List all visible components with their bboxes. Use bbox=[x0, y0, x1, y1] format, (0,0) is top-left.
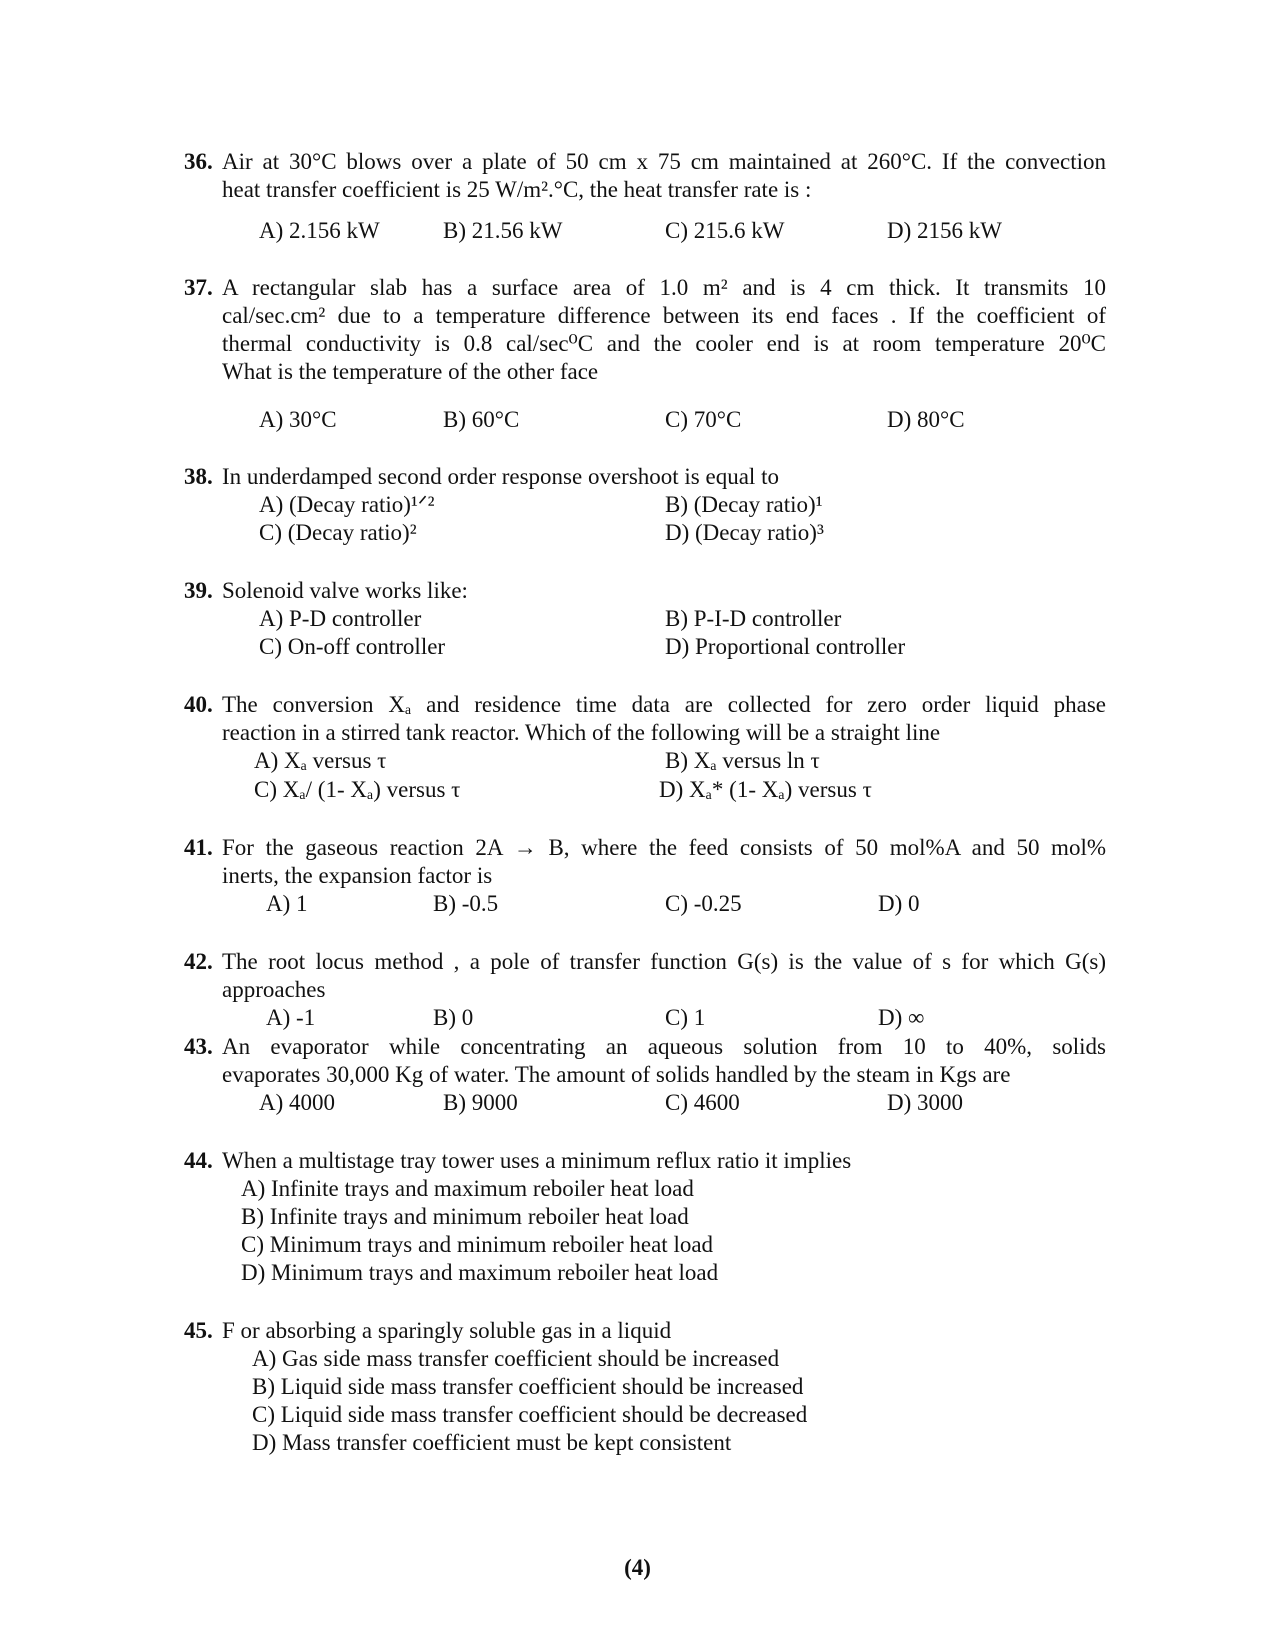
question-number: 38. bbox=[184, 464, 213, 489]
option-b[interactable]: B) 21.56 kW bbox=[443, 218, 563, 243]
option-c[interactable]: C) 1 bbox=[665, 1005, 706, 1030]
option-b[interactable]: B) 9000 bbox=[443, 1090, 518, 1115]
question-text: thermal conductivity is 0.8 cal/sec⁰C and the cooler end is at room temperature 20⁰C bbox=[222, 331, 1106, 356]
question-text: heat transfer coefficient is 25 W/m².°C, the heat transfer rate is : bbox=[222, 177, 812, 202]
question-text: evaporates 30,000 Kg of water. The amount of solids handled by the steam in Kgs are bbox=[222, 1062, 1011, 1087]
option-d[interactable]: D) Mass transfer coefficient must be kept consistent bbox=[252, 1430, 732, 1455]
option-a[interactable]: A) 4000 bbox=[259, 1090, 336, 1115]
option-d[interactable]: D) 3000 bbox=[887, 1090, 964, 1115]
question-text: Solenoid valve works like: bbox=[222, 578, 468, 603]
question-number: 39. bbox=[184, 578, 213, 603]
option-b[interactable]: B) Xₐ versus ln τ bbox=[665, 748, 820, 773]
option-d[interactable]: D) ∞ bbox=[878, 1005, 925, 1030]
question-text: The root locus method , a pole of transfer function G(s) is the value of s for which G(s) bbox=[222, 949, 1106, 974]
question-text: What is the temperature of the other face bbox=[222, 359, 599, 384]
option-b[interactable]: B) Liquid side mass transfer coefficient should be increased bbox=[252, 1374, 804, 1399]
question-text: inerts, the expansion factor is bbox=[222, 863, 493, 888]
option-a[interactable]: A) Xₐ versus τ bbox=[254, 748, 387, 773]
question-number: 44. bbox=[184, 1148, 213, 1173]
option-a[interactable]: A) Gas side mass transfer coefficient should be increased bbox=[252, 1346, 780, 1371]
option-d[interactable]: D) (Decay ratio)³ bbox=[665, 520, 824, 545]
question-text: Air at 30°C blows over a plate of 50 cm x 75 cm maintained at 260°C. If the convection bbox=[222, 149, 1106, 174]
question-text: approaches bbox=[222, 977, 326, 1002]
question-text: A rectangular slab has a surface area of 1.0 m² and is 4 cm thick. It transmits 10 bbox=[222, 275, 1106, 300]
option-b[interactable]: B) 0 bbox=[433, 1005, 474, 1030]
option-c[interactable]: C) -0.25 bbox=[665, 891, 742, 916]
option-c[interactable]: C) Minimum trays and minimum reboiler heat load bbox=[241, 1232, 714, 1257]
option-a[interactable]: A) P-D controller bbox=[259, 606, 422, 631]
option-b[interactable]: B) P-I-D controller bbox=[665, 606, 842, 631]
question-text: For the gaseous reaction 2A → B, where the feed consists of 50 mol%A and 50 mol% bbox=[222, 835, 1106, 860]
question-text: An evaporator while concentrating an aqueous solution from 10 to 40%, solids bbox=[222, 1034, 1106, 1059]
option-b[interactable]: B) 60°C bbox=[443, 407, 520, 432]
page-number: (4) bbox=[624, 1555, 651, 1580]
option-c[interactable]: C) (Decay ratio)² bbox=[259, 520, 417, 545]
option-c[interactable]: C) 215.6 kW bbox=[665, 218, 785, 243]
option-d[interactable]: D) Minimum trays and maximum reboiler heat load bbox=[241, 1260, 719, 1285]
option-a[interactable]: A) Infinite trays and maximum reboiler heat load bbox=[241, 1176, 694, 1201]
question-number: 43. bbox=[184, 1034, 213, 1059]
option-a[interactable]: A) (Decay ratio)¹ᐟ² bbox=[259, 492, 435, 517]
option-d[interactable]: D) Proportional controller bbox=[665, 634, 906, 659]
option-a[interactable]: A) 2.156 kW bbox=[259, 218, 380, 243]
question-number: 41. bbox=[184, 835, 213, 860]
question-text: reaction in a stirred tank reactor. Which of the following will be a straight line bbox=[222, 720, 941, 745]
question-text: F or absorbing a sparingly soluble gas in a liquid bbox=[222, 1318, 672, 1343]
option-b[interactable]: B) -0.5 bbox=[433, 891, 499, 916]
question-number: 42. bbox=[184, 949, 213, 974]
option-c[interactable]: C) Liquid side mass transfer coefficient should be decreased bbox=[252, 1402, 808, 1427]
option-d[interactable]: D) 80°C bbox=[887, 407, 965, 432]
option-a[interactable]: A) 1 bbox=[266, 891, 308, 916]
question-number: 36. bbox=[184, 149, 213, 174]
option-d[interactable]: D) 2156 kW bbox=[887, 218, 1002, 243]
option-d[interactable]: D) Xₐ* (1- Xₐ) versus τ bbox=[659, 777, 872, 802]
question-text: In underdamped second order response overshoot is equal to bbox=[222, 464, 779, 489]
option-c[interactable]: C) Xₐ/ (1- Xₐ) versus τ bbox=[254, 777, 461, 802]
question-number: 37. bbox=[184, 275, 213, 300]
question-number: 45. bbox=[184, 1318, 213, 1343]
question-text: cal/sec.cm² due to a temperature difference between its end faces . If the coefficient of bbox=[222, 303, 1106, 328]
option-a[interactable]: A) -1 bbox=[266, 1005, 316, 1030]
option-c[interactable]: C) 4600 bbox=[665, 1090, 740, 1115]
option-a[interactable]: A) 30°C bbox=[259, 407, 337, 432]
option-c[interactable]: C) On-off controller bbox=[259, 634, 446, 659]
question-text: The conversion Xₐ and residence time data are collected for zero order liquid phase bbox=[222, 692, 1106, 717]
question-text: When a multistage tray tower uses a minimum reflux ratio it implies bbox=[222, 1148, 852, 1173]
question-number: 40. bbox=[184, 692, 213, 717]
option-b[interactable]: B) (Decay ratio)¹ bbox=[665, 492, 823, 517]
option-c[interactable]: C) 70°C bbox=[665, 407, 742, 432]
option-d[interactable]: D) 0 bbox=[878, 891, 920, 916]
option-b[interactable]: B) Infinite trays and minimum reboiler heat load bbox=[241, 1204, 689, 1229]
